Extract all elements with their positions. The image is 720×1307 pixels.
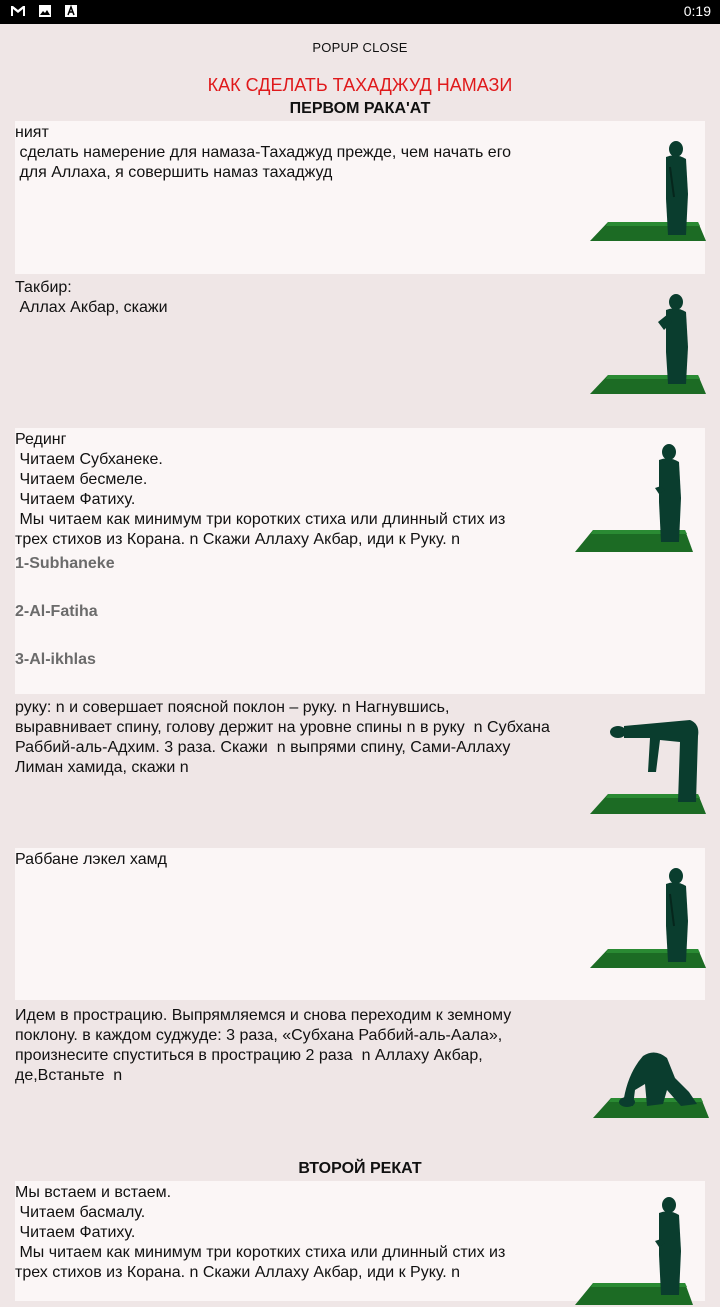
gmail-icon: [10, 4, 26, 18]
step-text: руку: n и совершает поясной поклон – руку. n Нагнувшись, выравнивает спину, голову держит на уровне спины n в руку n Субхана Раббий-аль-Адхим. 3 раза. Скажи n выпрями спину, Сами-Аллаху Лиман хамида, скажи n: [15, 699, 550, 776]
step-text: ният сделать намерение для намаза-Тахаджуд прежде, чем начать его для Аллаха, я совершить намаз тахаджуд: [15, 124, 512, 181]
image-icon: [38, 4, 52, 18]
step-card-ruku: [15, 696, 705, 846]
step-card-reading: [15, 428, 705, 694]
status-bar: [0, 0, 720, 24]
takbir-figure: [590, 292, 706, 398]
step-card-sujud: [15, 1004, 705, 1154]
page-title: КАК СДЕЛАТЬ ТАХАДЖУД НАМАЗИ: [207, 75, 513, 95]
section-title-first-rakat: ПЕРВОМ РАКА'АТ: [289, 100, 431, 117]
step-text: Такбир: Аллах Акбар, скажи: [15, 279, 168, 316]
section-title-second-rakat: ВТОРОЙ РЕКАТ: [298, 1160, 422, 1177]
qiyam-figure-2: [575, 1195, 695, 1307]
qiyam-figure: [575, 442, 695, 554]
link-al-fatiha[interactable]: 2-Al-Fatiha: [15, 603, 98, 620]
text-app-icon: [64, 4, 78, 18]
link-subhaneke[interactable]: 1-Subhaneke: [15, 555, 115, 572]
step-card-niyat: [15, 121, 705, 274]
standing-figure: [590, 866, 706, 972]
step-text: Рединг Читаем Субханеке. Читаем бесмеле. Читаем Фатиху. Мы читаем как минимум три коротких стиха или длинный стих из трех стихов из Корана. n Скажи Аллаху Акбар, иди к Руку. n: [15, 431, 506, 548]
step-card-second-rakat: [15, 1181, 705, 1301]
popup-close-button[interactable]: POPUP CLOSE: [312, 40, 408, 55]
standing-prayer-figure: [590, 139, 706, 245]
step-card-takbir: [15, 276, 705, 426]
status-time: 0:19: [683, 3, 711, 19]
sujud-figure: [593, 1044, 709, 1124]
step-text: Мы встаем и встаем. Читаем басмалу. Читаем Фатиху. Мы читаем как минимум три коротких стиха или длинный стих из трех стихов из Корана. n Скажи Аллаху Акбар, иди к Руку. n: [15, 1184, 506, 1281]
step-card-rabbana: [15, 848, 705, 1000]
link-al-ikhlas[interactable]: 3-Al-ikhlas: [15, 651, 96, 668]
ruku-figure: [590, 714, 706, 820]
step-text: Идем в прострацию. Выпрямляемся и снова переходим к земному поклону. в каждом суджуде: 3 раза, «Субхана Раббий-аль-Аала», произнесите спуститься в прострацию 2 раза n Аллаху Акбар, де,Встаньте n: [15, 1007, 512, 1084]
step-text: Раббане лэкел хамд: [15, 851, 167, 868]
